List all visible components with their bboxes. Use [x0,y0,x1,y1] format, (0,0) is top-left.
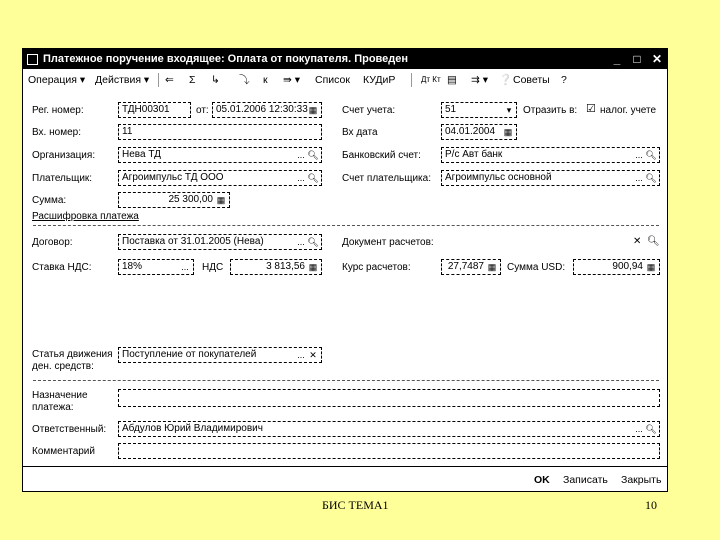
save-button[interactable]: Записать [563,474,608,486]
help-button[interactable]: ? [561,74,567,86]
comment-field[interactable] [118,443,660,459]
unpost-icon[interactable]: к [263,74,268,86]
calculator-icon[interactable]: ▦ [308,262,318,272]
sum-usd-label: Сумма USD: [507,262,566,273]
search-icon[interactable]: 🔍︎ [645,150,657,160]
bottom-divider [23,466,667,467]
reg-number-label: Рег. номер: [32,105,84,116]
organization-field[interactable] [118,147,322,163]
contract-label: Договор: [32,237,73,248]
from-date-field[interactable] [212,102,322,118]
bank-account-field[interactable] [441,147,660,163]
based-on-icon[interactable]: ⇛ ▾ [283,74,300,86]
sum-usd-value: 900,94 [612,261,643,272]
payer-value: Агроимпульс ТД ООО [122,172,224,183]
tax-accounting-checkbox[interactable]: ☑ [586,103,596,115]
kudir-button[interactable]: КУДиР [363,74,396,86]
search-icon[interactable]: 🔍︎ [307,150,319,160]
payment-order-window [22,48,668,492]
select-button[interactable]: ... [635,424,643,434]
clear-icon[interactable]: ✕ [309,350,317,360]
organization-label: Организация: [32,150,96,161]
sum-usd-field[interactable] [573,259,660,275]
toolbar-separator [158,73,159,87]
bank-account-label: Банковский счет: [342,150,421,161]
settlement-doc-label: Документ расчетов: [342,237,434,248]
vat-label: НДС [202,262,224,273]
close-button[interactable]: Закрыть [621,474,662,486]
in-date-value: 04.01.2004 [445,126,496,137]
select-button[interactable]: ... [297,350,305,360]
contract-field[interactable] [118,234,322,250]
search-icon[interactable]: 🔍︎ [307,237,319,247]
payer-account-label: Счет плательщика: [342,173,431,184]
select-button[interactable]: ... [635,173,643,183]
slide-page-number: 10 [645,498,657,512]
rate-label: Курс расчетов: [342,262,411,273]
search-icon[interactable]: 🔍︎ [647,236,660,247]
section-label: Расшифровка платежа [32,211,139,222]
vat-rate-label: Ставка НДС: [32,262,92,273]
reflect-label: Отразить в: [523,105,578,116]
in-number-field[interactable]: 11 [118,124,322,140]
tax-accounting-label: налог. учете [600,105,657,116]
cash-flow-value: Поступление от покупателей [122,349,257,360]
search-icon[interactable]: 🔍︎ [645,173,657,183]
purpose-label-2: платежа: [32,402,74,413]
purpose-label: Назначение [32,390,88,401]
contract-value: Поставка от 31.01.2005 (Нева) [122,236,264,247]
section-divider [33,225,659,226]
select-button[interactable]: ... [297,237,305,247]
vat-rate-field[interactable] [118,259,194,275]
filter-icon[interactable]: ⇉ ▾ [471,74,488,86]
clear-icon[interactable]: ✕ [633,236,642,247]
from-label: от: [196,105,209,116]
cash-flow-label: Статья движения [32,349,113,360]
sum-value: 25 300,00 [168,194,213,205]
select-button[interactable]: ... [635,150,643,160]
payer-account-value: Агроимпульс основной [445,172,552,183]
payer-label: Плательщик: [32,173,93,184]
enter-arrow-icon[interactable]: ↳ [211,74,220,86]
search-icon[interactable]: 🔍︎ [645,424,657,434]
select-button[interactable]: ... [181,262,189,272]
rate-field[interactable] [441,259,501,275]
comment-label: Комментарий [32,446,95,457]
sum-icon[interactable]: Σ [189,74,196,86]
account-field[interactable] [441,102,517,118]
payer-account-field[interactable] [441,170,660,186]
calculator-icon[interactable]: ▦ [216,195,226,205]
document-print-icon[interactable]: ▤ [447,74,457,86]
vat-value: 3 813,56 [266,261,305,272]
in-date-label: Вх дата [342,127,378,138]
purpose-field[interactable] [118,389,660,407]
vat-rate-value: 18% [122,261,143,272]
calculator-icon[interactable]: ▦ [646,262,656,272]
minimize-button[interactable]: _ [613,52,621,66]
sum-label: Сумма: [32,195,67,206]
cash-flow-label-2: ден. средств: [32,361,94,372]
tips-icon[interactable]: ❔ [499,74,513,86]
operation-menu[interactable]: Операция ▾ [28,74,86,86]
window-title: Платежное поручение входящее: Оплата от покупателя. Проведен [43,53,409,65]
post-icon[interactable]: ⤵ [239,74,250,86]
calendar-icon[interactable]: ▦ [308,105,318,115]
select-button[interactable]: ... [297,173,305,183]
list-button[interactable]: Список [315,74,350,86]
cash-flow-field[interactable] [118,347,322,363]
responsible-field[interactable] [118,421,660,437]
tips-button[interactable]: Советы [513,74,550,86]
bank-account-value: Р/с Авт банк [445,149,503,160]
in-number-label: Вх. номер: [32,127,81,138]
calendar-icon[interactable]: ▦ [503,127,513,137]
calculator-icon[interactable]: ▦ [487,262,497,272]
document-icon [27,54,38,65]
account-value: 51 [445,104,457,115]
button-bar [23,469,667,492]
reg-number-field[interactable]: ТДН00301 [118,102,191,118]
section-divider [33,380,659,381]
responsible-value: Абдулов Юрий Владимирович [122,423,263,434]
search-icon[interactable]: 🔍︎ [307,173,319,183]
actions-menu[interactable]: Действия ▾ [95,74,150,86]
toolbar-separator [411,73,412,87]
ok-button[interactable]: OK [534,474,550,486]
rate-value: 27,7487 [447,261,484,272]
organization-value: Нева ТД [122,149,161,160]
dt-kt-icon[interactable]: Дт Кт [421,75,441,84]
in-date-field[interactable] [441,124,517,140]
maximize-button[interactable]: □ [633,52,641,66]
close-window-button[interactable]: ✕ [651,52,663,66]
slide-caption: БИС ТЕМА1 [322,498,389,512]
responsible-label: Ответственный: [32,424,107,435]
from-date-value: 05.01.2006 12:30:33 [216,104,308,115]
vat-field[interactable] [230,259,322,275]
toolbar [23,70,667,90]
title-bar [23,49,667,69]
chevron-down-icon[interactable]: ▾ [506,105,512,115]
back-arrow-icon[interactable]: ⇐ [165,74,174,86]
account-label: Счет учета: [342,105,396,116]
select-button[interactable]: ... [297,150,305,160]
sum-field[interactable] [118,192,230,208]
payer-field[interactable] [118,170,322,186]
